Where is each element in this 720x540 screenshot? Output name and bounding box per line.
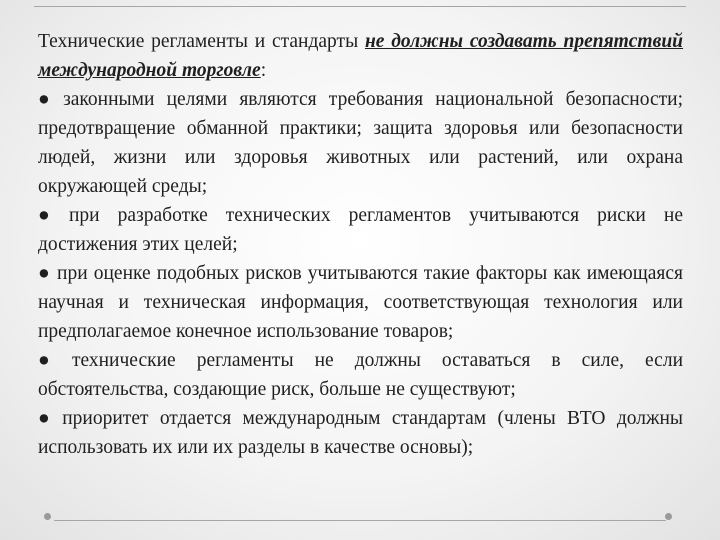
bottom-divider xyxy=(54,520,666,521)
intro-emphasis: не должны создавать препятствий международной торговле xyxy=(38,31,684,81)
top-divider xyxy=(34,6,686,7)
bullet-item xyxy=(38,259,683,346)
bullet-icon: ● xyxy=(38,205,63,226)
bullet-item xyxy=(38,346,683,404)
bullet-text: при разработке технических регламентов учитываются риски не достижения этих целей; xyxy=(38,205,684,255)
intro-paragraph xyxy=(38,27,683,85)
bullet-item xyxy=(38,404,683,462)
slide-body xyxy=(38,27,683,462)
bullet-icon: ● xyxy=(38,89,58,110)
bullet-text: технические регламенты не должны оставаться в силе, если обстоятельства, создающие риск, больше не существуют; xyxy=(38,350,683,400)
right-dot-icon xyxy=(665,513,672,520)
intro-text: Технические регламенты и стандарты xyxy=(38,31,365,52)
bullet-item xyxy=(38,85,683,201)
bullet-text: приоритет отдается международным стандартам (члены ВТО должны использовать их или их разделы в качестве основы); xyxy=(38,408,683,458)
bullet-icon: ● xyxy=(38,263,52,284)
left-dot-icon xyxy=(44,513,51,520)
bullet-icon: ● xyxy=(38,408,57,429)
bullet-text: при оценке подобных рисков учитываются такие факторы как имеющаяся научная и техническая информация, соответствующая технология или предполагаемое конечное использование товаров; xyxy=(38,263,683,342)
bullet-icon: ● xyxy=(38,350,66,371)
bullet-text: законными целями являются требования национальной безопасности; предотвращение обманной практики; защита здоровья или безопасности людей, жизни или здоровья животных или растений, или охрана окружающей среды; xyxy=(38,89,683,197)
bullet-item xyxy=(38,201,683,259)
intro-colon: : xyxy=(260,60,267,81)
